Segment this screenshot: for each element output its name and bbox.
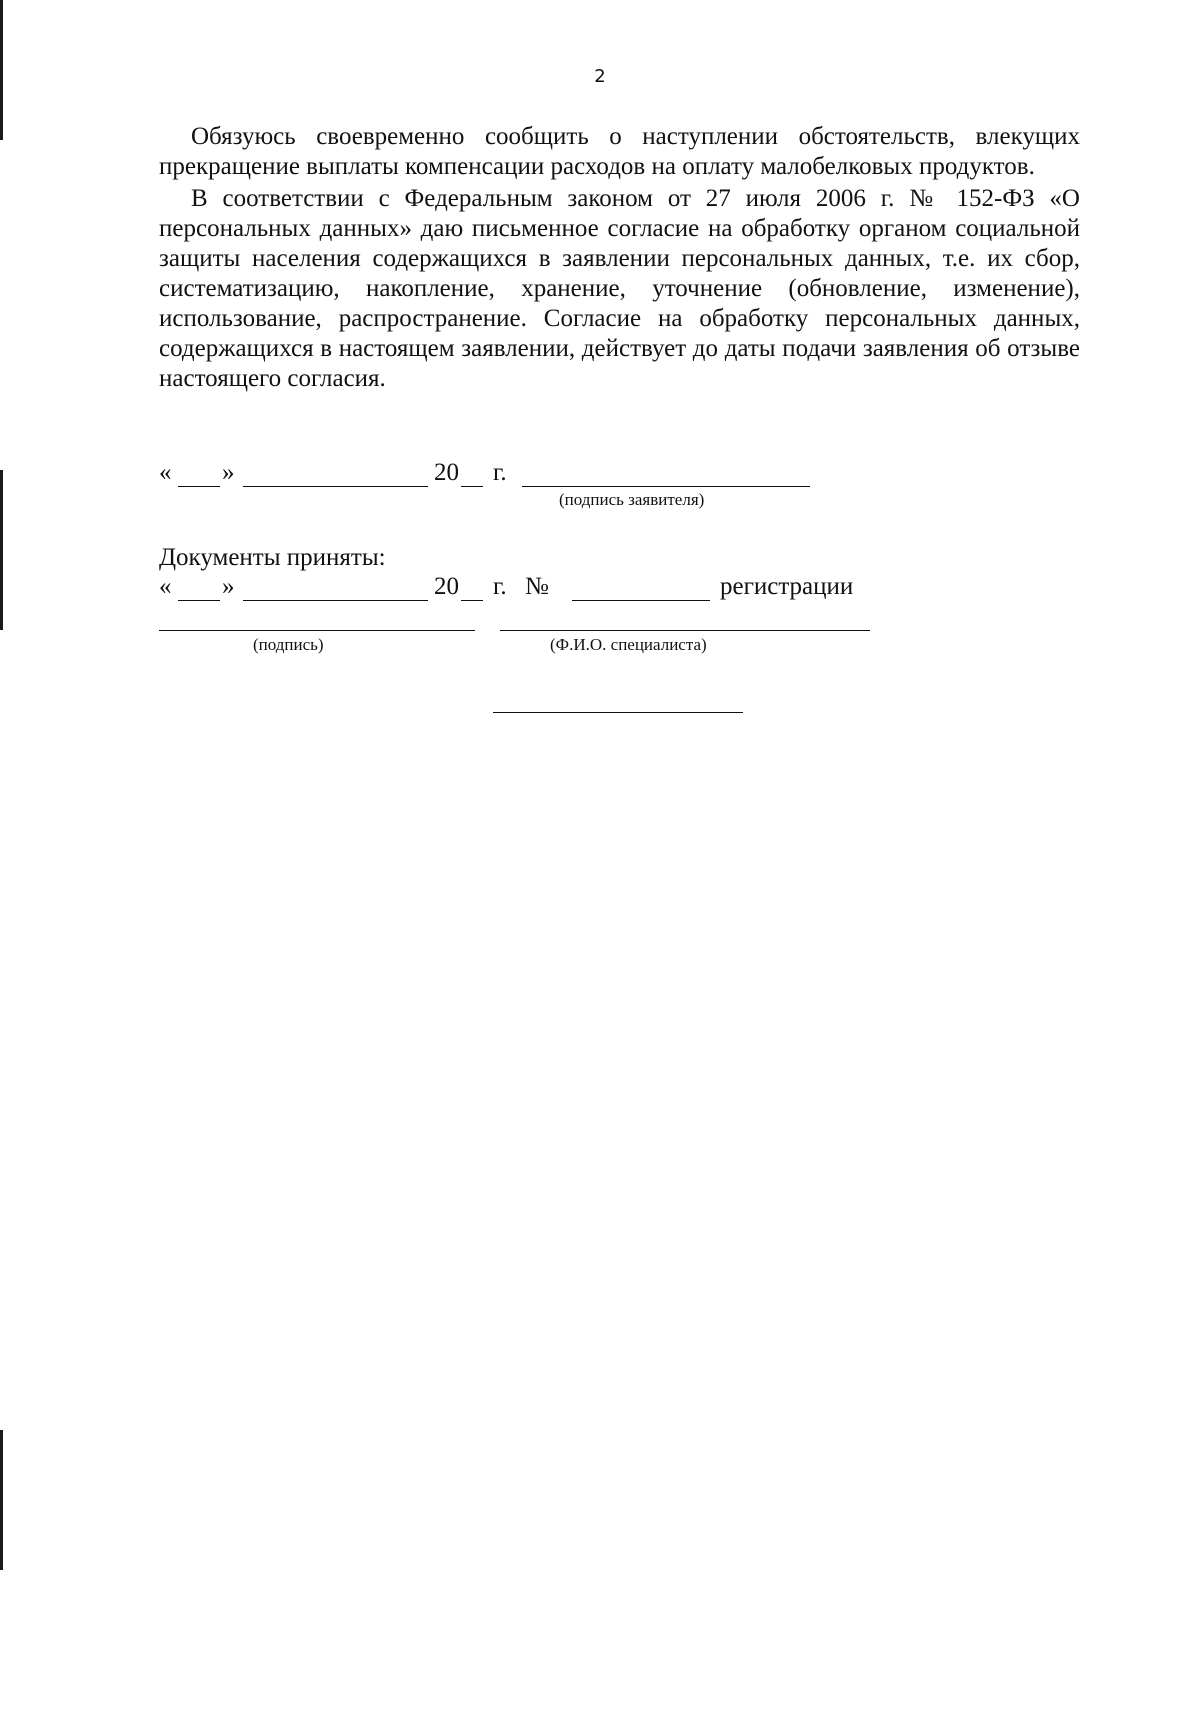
day-blank[interactable] <box>178 600 220 601</box>
document-body <box>159 122 1080 396</box>
specialist-signature-line[interactable] <box>159 630 475 631</box>
number-sign: № <box>525 573 549 600</box>
closing-separator-line <box>493 712 743 713</box>
page-number: 2 <box>594 66 606 87</box>
month-blank[interactable] <box>243 600 428 601</box>
applicant-signature-line[interactable] <box>522 486 810 487</box>
year-prefix: 20 <box>434 573 459 600</box>
year-suffix: г. <box>493 573 507 600</box>
year-blank[interactable] <box>461 600 483 601</box>
specialist-name-caption: (Ф.И.О. специалиста) <box>550 635 707 654</box>
scan-edge-mark <box>0 470 3 630</box>
close-quote: » <box>222 573 235 600</box>
month-blank[interactable] <box>243 486 428 487</box>
registration-label: регистрации <box>720 573 854 600</box>
registration-number-blank[interactable] <box>572 600 710 601</box>
open-quote: « <box>159 459 172 486</box>
day-blank[interactable] <box>178 486 220 487</box>
close-quote: » <box>222 459 235 486</box>
open-quote: « <box>159 573 172 600</box>
scan-edge-mark <box>0 1430 3 1570</box>
year-prefix: 20 <box>434 459 459 486</box>
accepted-heading: Документы приняты: <box>159 544 386 571</box>
specialist-signature-caption: (подпись) <box>253 635 324 654</box>
obligation-paragraph: Обязуюсь своевременно сообщить о наступлении обстоятельств, влекущих прекращение выплаты компенсации расходов на оплату малобелковых продуктов. <box>159 123 1080 180</box>
specialist-name-line[interactable] <box>500 630 870 631</box>
year-blank[interactable] <box>461 486 483 487</box>
year-suffix: г. <box>493 459 507 486</box>
consent-paragraph: В соответствии с Федеральным законом от 27 июля 2006 г. № 152-ФЗ «О персональных данных» даю письменное согласие на обработку органом социальной защиты населения содержащихся в заявлении персональных данных, т.е. их сбор, систематизацию, накопление, хранение, уточнение (обновление, изменение), использование, распространение. Согласие на обработку персональных данных, содержащихся в настоящем заявлении, действует до даты подачи заявления об отзыве настоящего согласия. <box>159 185 1080 392</box>
applicant-signature-caption: (подпись заявителя) <box>559 490 705 509</box>
